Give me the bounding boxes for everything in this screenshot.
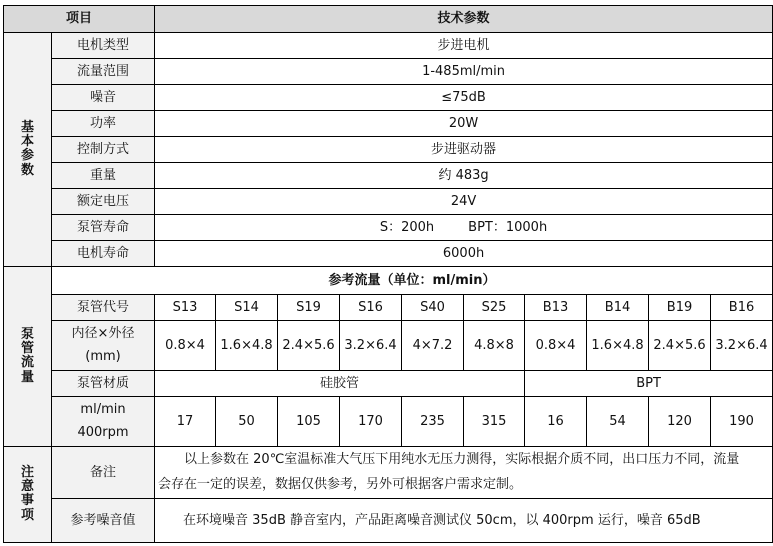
tube-dim: 4×7.2 [402, 321, 464, 371]
row-label: 功率 [52, 111, 155, 137]
code-row [4, 295, 773, 321]
row-label: 控制方式 [52, 137, 155, 163]
flow-rate: 120 [649, 397, 711, 447]
tube-dim: 1.6×4.8 [216, 321, 278, 371]
remark-line: 以上参数在 20℃室温标准大气压下用纯水无压力测得，实际根据介质不同，出口压力不同，流量 [184, 451, 740, 467]
flow-rate: 235 [402, 397, 464, 447]
row-value [155, 215, 773, 241]
flow-title-row [4, 267, 773, 295]
code-label: 泵管代号 [52, 295, 155, 321]
noise-row [4, 499, 773, 543]
row-value: 约 483g [155, 163, 773, 189]
remark-row [4, 447, 773, 499]
tube-code: S25 [464, 295, 525, 321]
tube-dim: 4.8×8 [464, 321, 525, 371]
row-label: 电机寿命 [52, 241, 155, 267]
basic-row [4, 189, 773, 215]
basic-row [4, 137, 773, 163]
row-label: 流量范围 [52, 59, 155, 85]
flow-rate: 16 [525, 397, 587, 447]
basic-row [4, 215, 773, 241]
basic-row [4, 33, 773, 59]
material-silicone: 硅胶管 [155, 371, 525, 397]
row-value: ≤75dB [155, 85, 773, 111]
row-label: 噪音 [52, 85, 155, 111]
flow-rate: 17 [155, 397, 216, 447]
remark-line: 会存在一定的误差，数据仅供参考，另外可根据客户需求定制。 [158, 476, 523, 492]
flow-group-label: 泵管流量 [4, 267, 52, 447]
tube-life-bpt: BPT：1000h [468, 219, 548, 235]
flow-rate: 105 [278, 397, 340, 447]
row-value: 步进电机 [155, 33, 773, 59]
tube-dim: 3.2×6.4 [711, 321, 773, 371]
tube-dim: 0.8×4 [155, 321, 216, 371]
tube-code: S40 [402, 295, 464, 321]
tube-code: B16 [711, 295, 773, 321]
material-bpt: BPT [525, 371, 773, 397]
remark-text [155, 447, 773, 499]
rate-label: ml/min 400rpm [52, 397, 155, 447]
dim-label: 内径×外径 (mm) [52, 321, 155, 371]
flow-title: 参考流量（单位：ml/min） [52, 267, 773, 295]
tube-code: B14 [587, 295, 649, 321]
row-value: 20W [155, 111, 773, 137]
noise-text: 在环境噪音 35dB 静音室内，产品距离噪音测试仪 50cm，以 400rpm 运行，噪音 65dB [155, 499, 773, 543]
flow-rate: 50 [216, 397, 278, 447]
tube-dim: 3.2×6.4 [340, 321, 402, 371]
basic-group-label: 基本参数 [4, 33, 52, 267]
flow-rate: 170 [340, 397, 402, 447]
tube-code: S16 [340, 295, 402, 321]
basic-row [4, 85, 773, 111]
flow-rate: 190 [711, 397, 773, 447]
basic-row [4, 111, 773, 137]
row-label: 泵管寿命 [52, 215, 155, 241]
spec-table [3, 5, 773, 543]
tube-code: S19 [278, 295, 340, 321]
tube-dim: 2.4×5.6 [278, 321, 340, 371]
row-label: 电机类型 [52, 33, 155, 59]
flow-rate: 315 [464, 397, 525, 447]
flow-rate: 54 [587, 397, 649, 447]
rate-row [4, 397, 773, 447]
row-label: 重量 [52, 163, 155, 189]
basic-row [4, 59, 773, 85]
tube-dim: 2.4×5.6 [649, 321, 711, 371]
tube-dim: 1.6×4.8 [587, 321, 649, 371]
dim-row [4, 321, 773, 371]
material-row [4, 371, 773, 397]
basic-row [4, 241, 773, 267]
remark-label: 备注 [52, 447, 155, 499]
tube-code: S13 [155, 295, 216, 321]
material-label: 泵管材质 [52, 371, 155, 397]
tube-life-s: S：200h [379, 219, 435, 235]
header-spec: 技术参数 [155, 6, 773, 33]
row-label: 额定电压 [52, 189, 155, 215]
row-value: 6000h [155, 241, 773, 267]
tube-dim: 0.8×4 [525, 321, 587, 371]
tube-code: B13 [525, 295, 587, 321]
basic-row [4, 163, 773, 189]
row-value: 1-485ml/min [155, 59, 773, 85]
row-value: 步进驱动器 [155, 137, 773, 163]
noise-label: 参考噪音值 [52, 499, 155, 543]
header-item: 项目 [4, 6, 155, 33]
notes-group-label: 注意事项 [4, 447, 52, 543]
tube-code: S14 [216, 295, 278, 321]
row-value: 24V [155, 189, 773, 215]
tube-code: B19 [649, 295, 711, 321]
header-row [4, 6, 773, 33]
